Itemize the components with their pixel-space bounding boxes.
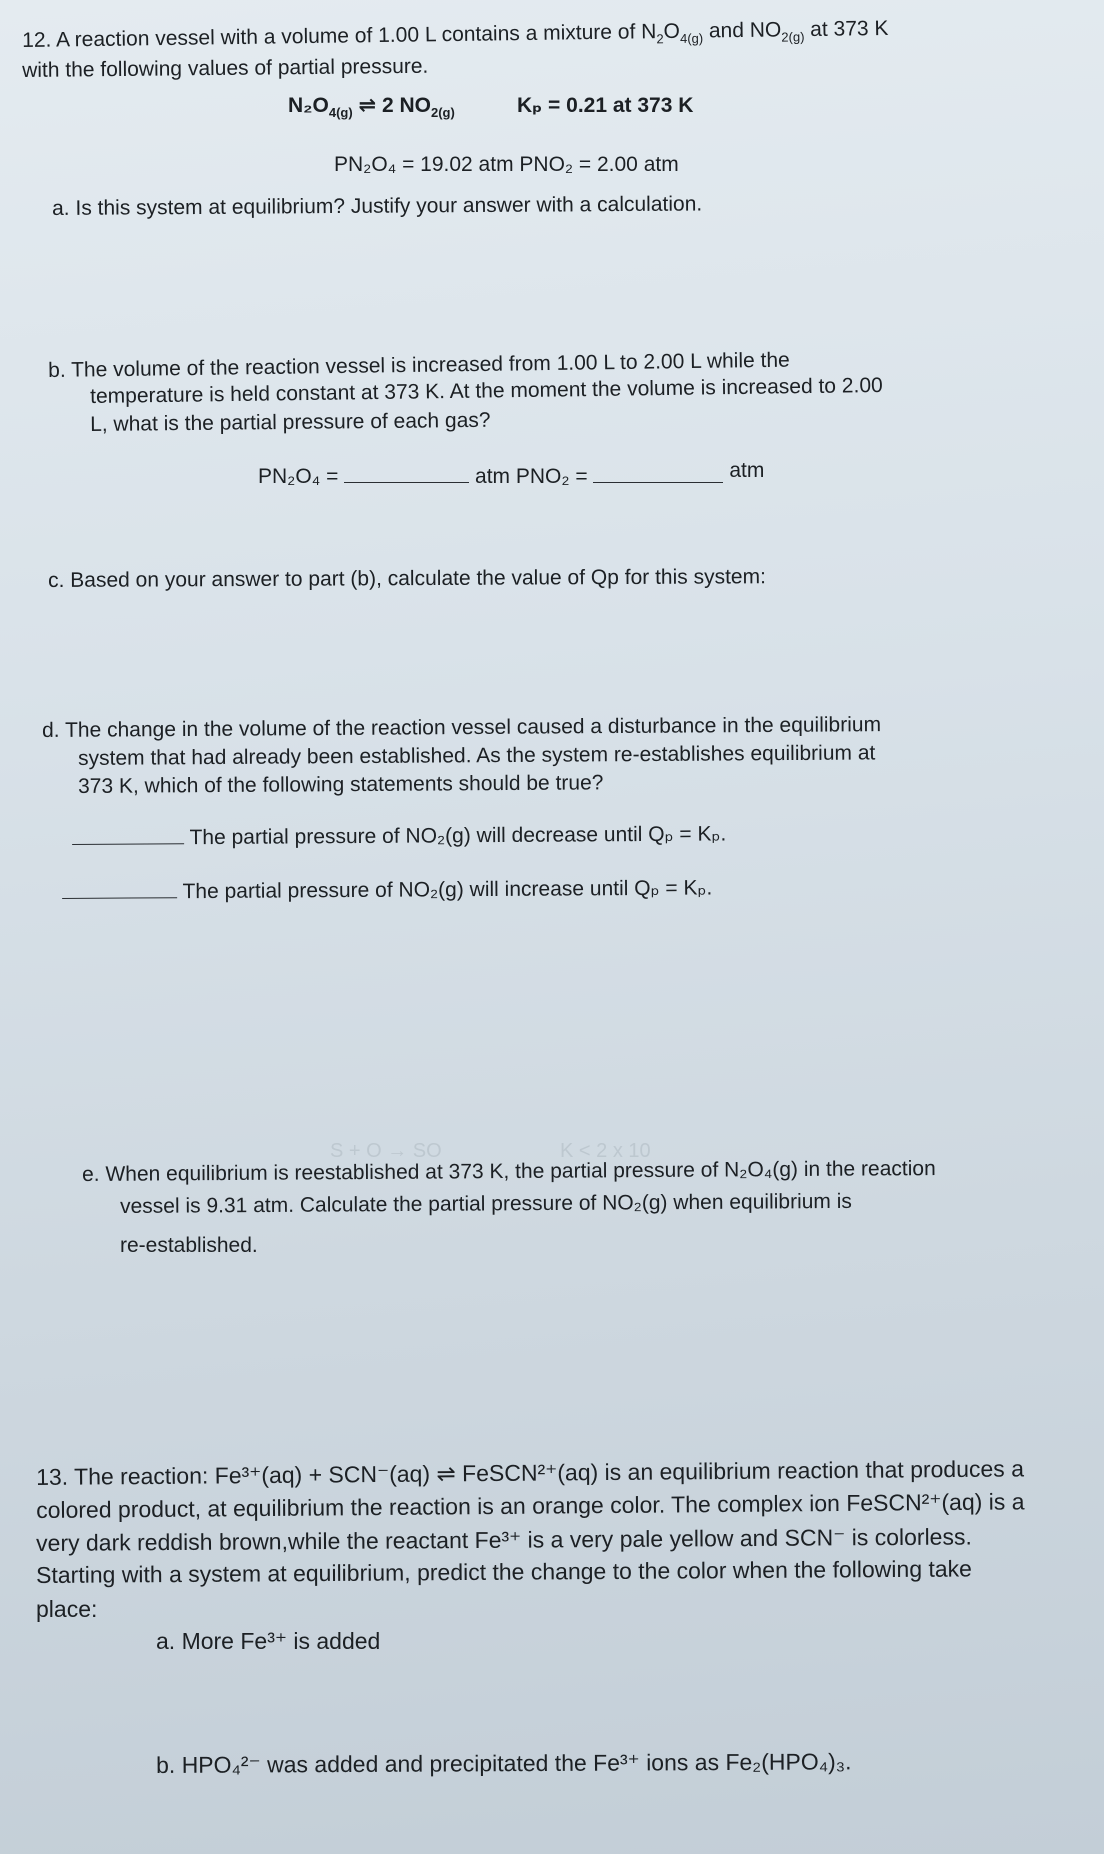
q12-reaction-equation: $N_2O_{4(g)}$ ⇌ 2 $NO_{2(g)}$ <box>288 94 455 121</box>
q12-part-e-line3: re-established. <box>120 1234 258 1257</box>
q12-part-c: c. Based on your answer to part (b), calculate the value of Qp for this system: <box>48 565 766 592</box>
q12-intro-line2: with the following values of partial pressure. <box>22 54 429 82</box>
q13-line2: colored product, at equilibrium the reaction is an orange color. The complex ion FeSCN²⁺(aq) is a <box>36 1488 1025 1523</box>
q12-part-b-answer-row <box>258 459 765 490</box>
no2-label: atm PNO₂ = <box>475 465 588 488</box>
q13-line1: 13. The reaction: Fe³⁺(aq) + SCN⁻(aq) ⇌ FeSCN²⁺(aq) is an equilibrium reaction that produces a <box>36 1455 1025 1490</box>
q12-part-b-line1: b. The volume of the reaction vessel is increased from 1.00 L to 2.00 L while the <box>48 348 790 382</box>
q12-part-b-line2: temperature is held constant at 373 K. At the moment the volume is increased to 2.00 <box>90 373 883 408</box>
bleed-through-text: K < 2 x 10 <box>560 1140 651 1162</box>
atm-unit: atm <box>729 459 765 482</box>
q12-part-d-line2: system that had already been established. As the system re-establishes equilibrium at <box>78 741 876 770</box>
n2o4-label: PN₂O₄ = <box>258 465 339 488</box>
q13-part-a: a. More Fe³⁺ is added <box>156 1628 381 1654</box>
q13-part-b: b. HPO₄²⁻ was added and precipitated the Fe³⁺ ions as Fe₂(HPO₄)₃. <box>156 1748 852 1778</box>
q12-part-e-line1: e. When equilibrium is reestablished at 373 K, the partial pressure of N₂O₄(g) in the reaction <box>82 1157 936 1186</box>
q13-line5: place: <box>36 1596 98 1622</box>
option1-check-blank[interactable] <box>72 841 184 845</box>
q12-part-d-option1 <box>72 821 726 852</box>
n2o4-answer-blank[interactable] <box>344 480 469 483</box>
q12-intro-line1: 12. A reaction vessel with a volume of 1.00 L contains a mixture of $N_2O_{4(g)}$ and $NO_{2(g)}$ at 373 K <box>22 16 889 52</box>
q12-kp-value: Kₚ = 0.21 at 373 K <box>517 94 694 117</box>
option2-check-blank[interactable] <box>62 895 177 899</box>
option1-text: The partial pressure of NO₂(g) will decrease until Qₚ = Kₚ. <box>189 822 727 850</box>
q12-part-d-option2 <box>62 875 712 906</box>
q12-partial-pressures: PN₂O₄ = 19.02 atm PNO₂ = 2.00 atm <box>334 153 679 176</box>
option2-text: The partial pressure of NO₂(g) will increase until Qₚ = Kₚ. <box>182 876 713 904</box>
q13-line4: Starting with a system at equilibrium, predict the change to the color when the following take <box>36 1555 973 1588</box>
q12-part-d-line3: 373 K, which of the following statements should be true? <box>78 771 604 798</box>
no2-answer-blank[interactable] <box>593 480 723 483</box>
bleed-through-text: S + O → SO <box>330 1140 442 1162</box>
q12-part-e-line2: vessel is 9.31 atm. Calculate the partial pressure of NO₂(g) when equilibrium is <box>120 1189 852 1218</box>
q12-part-b-line3: L, what is the partial pressure of each gas? <box>90 408 491 436</box>
q12-part-a: a. Is this system at equilibrium? Justify your answer with a calculation. <box>52 192 703 220</box>
q13-line3: very dark reddish brown,while the reactant Fe³⁺ is a very pale yellow and SCN⁻ is colorless. <box>36 1523 972 1556</box>
q12-part-d-line1: d. The change in the volume of the reaction vessel caused a disturbance in the equilibrium <box>42 713 882 742</box>
